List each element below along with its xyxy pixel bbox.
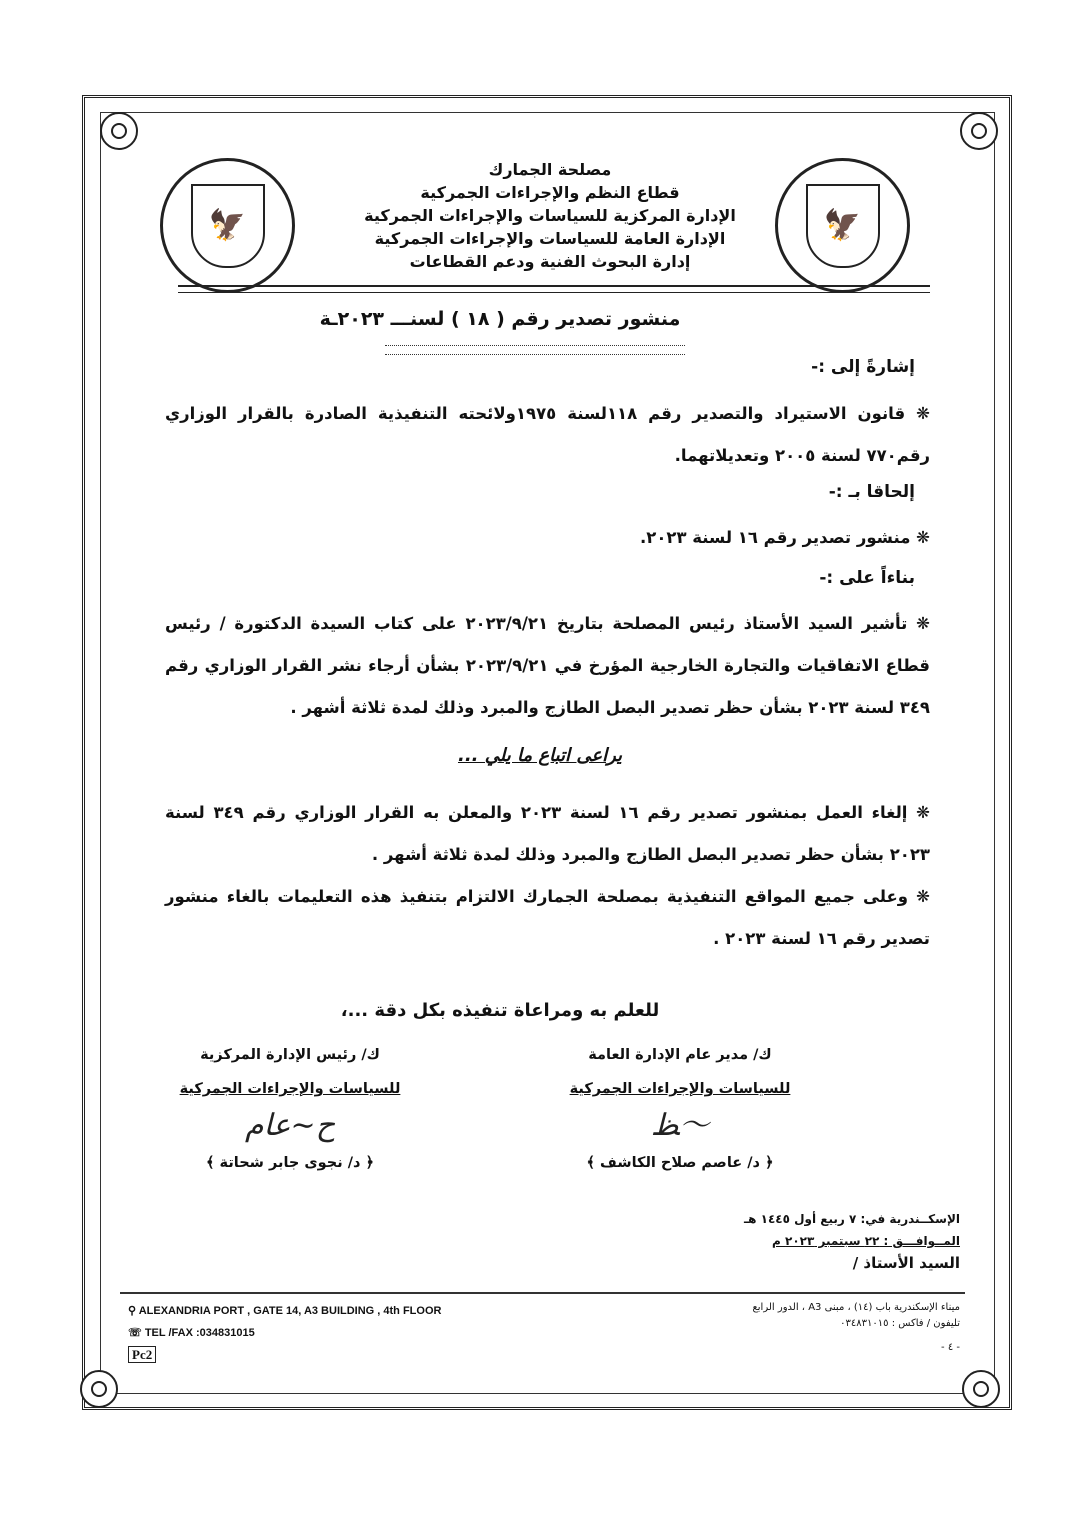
header-line: الإدارة العامة للسياسات والإجراءات الجمركية — [374, 229, 726, 248]
footer-tel-ar: تليفون / فاكس : ٠٣٤٨٣١٠١٥ — [840, 1318, 960, 1329]
customs-logo-right: 🦅 — [775, 158, 910, 293]
title-underline — [385, 345, 685, 355]
document-code: Pc2 — [128, 1346, 156, 1363]
header-line: الإدارة المركزية للسياسات والإجراءات الجمركية — [364, 206, 736, 225]
corner-ornament — [962, 1370, 1000, 1408]
signer-name: ﴿ د/ نجوى جابر شحاتة ﴾ — [206, 1155, 374, 1171]
footer-arabic — [640, 1300, 960, 1356]
corner-ornament — [100, 112, 138, 150]
footer-tel: TEL /FAX :034831015 — [144, 1327, 255, 1339]
footer-english — [128, 1300, 441, 1367]
customs-logo-left: 🦅 — [160, 158, 295, 293]
corner-ornament — [80, 1370, 118, 1408]
document-title: منشور تصدير رقم ( ١٨ ) لسنـــ ٢٠٢٣ـة — [319, 308, 681, 330]
signer-title: ك/ مدير عام الإدارة العامة — [588, 1047, 772, 1063]
footer-address-ar: ميناء الإسكندرية باب (١٤) ، مبنى A3 ، الدور الرابع — [752, 1302, 960, 1313]
addressee: السيد الأستاذ / — [852, 1254, 960, 1272]
handwritten-signature: ح∽عام — [244, 1108, 336, 1143]
signer-department: للسياسات والإجراءات الجمركية — [569, 1081, 791, 1097]
reference-label: إشارةً إلى :- — [811, 357, 915, 377]
header-line: قطاع النظم والإجراءات الجمركية — [420, 183, 680, 202]
gregorian-date: المــوافـــق : ٢٢ سبتمبر ٢٠٢٣ م — [772, 1234, 960, 1248]
footer-address: ALEXANDRIA PORT , GATE 14, A3 BUILDING , 4th FLOOR — [138, 1305, 442, 1317]
page-number: - ٤ - — [941, 1342, 960, 1353]
item-1: ❋ إلغاء العمل بمنشور تصدير رقم ١٦ لسنة ٢٠٢٣ والمعلن به القرار الوزاري رقم ٣٤٩ لسنة ٢٠٢٣ بشأن حظر تصدير البصل الطازج والمبرد وذلك لمدة ثلاثة أشهر . — [165, 803, 931, 864]
header-divider — [178, 285, 930, 293]
date-block — [700, 1208, 960, 1274]
footer-divider — [120, 1292, 965, 1294]
handwritten-signature: 〜ﻆ — [650, 1108, 710, 1143]
attach-text: ❋ منشور تصدير رقم ١٦ لسنة ٢٠٢٣. — [639, 528, 930, 547]
corner-ornament — [960, 112, 998, 150]
signer-department: للسياسات والإجراءات الجمركية — [179, 1081, 401, 1097]
based-text: ❋ تأشير السيد الأستاذ رئيس المصلحة بتاريخ ٢٠٢٣/٩/٢١ على كتاب السيدة الدكتورة / رئيس قطاع الاتفاقيات والتجارة الخارجية المؤرخ في ٢٠٢٣/٩/٢١ بشأن أرجاء نشر القرار الوزاري رقم ٣٤٩ لسنة ٢٠٢٣ بشأن حظر تصدير البصل الطازج والمبرد وذلك لمدة ثلاثة أشهر . — [165, 614, 930, 717]
signer-title: ك/ رئيس الإدارة المركزية — [200, 1047, 380, 1063]
header-line: إدارة البحوث الفنية ودعم القطاعات — [409, 252, 691, 271]
item-2: ❋ وعلى جميع المواقع التنفيذية بمصلحة الجمارك الالتزام بتنفيذ هذه التعليمات بالغاء منشور تصدير رقم ١٦ لسنة ٢٠٢٣ . — [165, 887, 930, 948]
location-pin-icon: ⚲ — [128, 1305, 137, 1317]
phone-icon: ☏ — [128, 1327, 142, 1339]
letterhead — [340, 158, 760, 273]
signer-name: ﴿ د/ عاصم صلاح الكاشف ﴾ — [586, 1155, 774, 1171]
signature-block-central-head — [170, 1038, 410, 1180]
follow-heading: يراعى اتباع ما يلي ... — [457, 745, 623, 766]
reference-text: ❋ قانون الاستيراد والتصدير رقم ١١٨لسنة ١٩٧٥ولائحته التنفيذية الصادرة بالقرار الوزاري رقم٧٧٠ لسنة ٢٠٠٥ وتعديلاتهما. — [165, 404, 930, 465]
hijri-date: الإسكــندرية في: ٧ ربيع أول ١٤٤٥ هـ — [744, 1212, 960, 1226]
header-line: مصلحة الجمارك — [488, 160, 612, 179]
signature-block-general-director — [560, 1038, 800, 1180]
based-label: بناءاً على :- — [819, 568, 915, 588]
attach-label: إلحاقا بـ :- — [828, 482, 915, 502]
closing-line: للعلم به ومراعاة تنفيذه بكل دقة ...، — [340, 1000, 660, 1021]
